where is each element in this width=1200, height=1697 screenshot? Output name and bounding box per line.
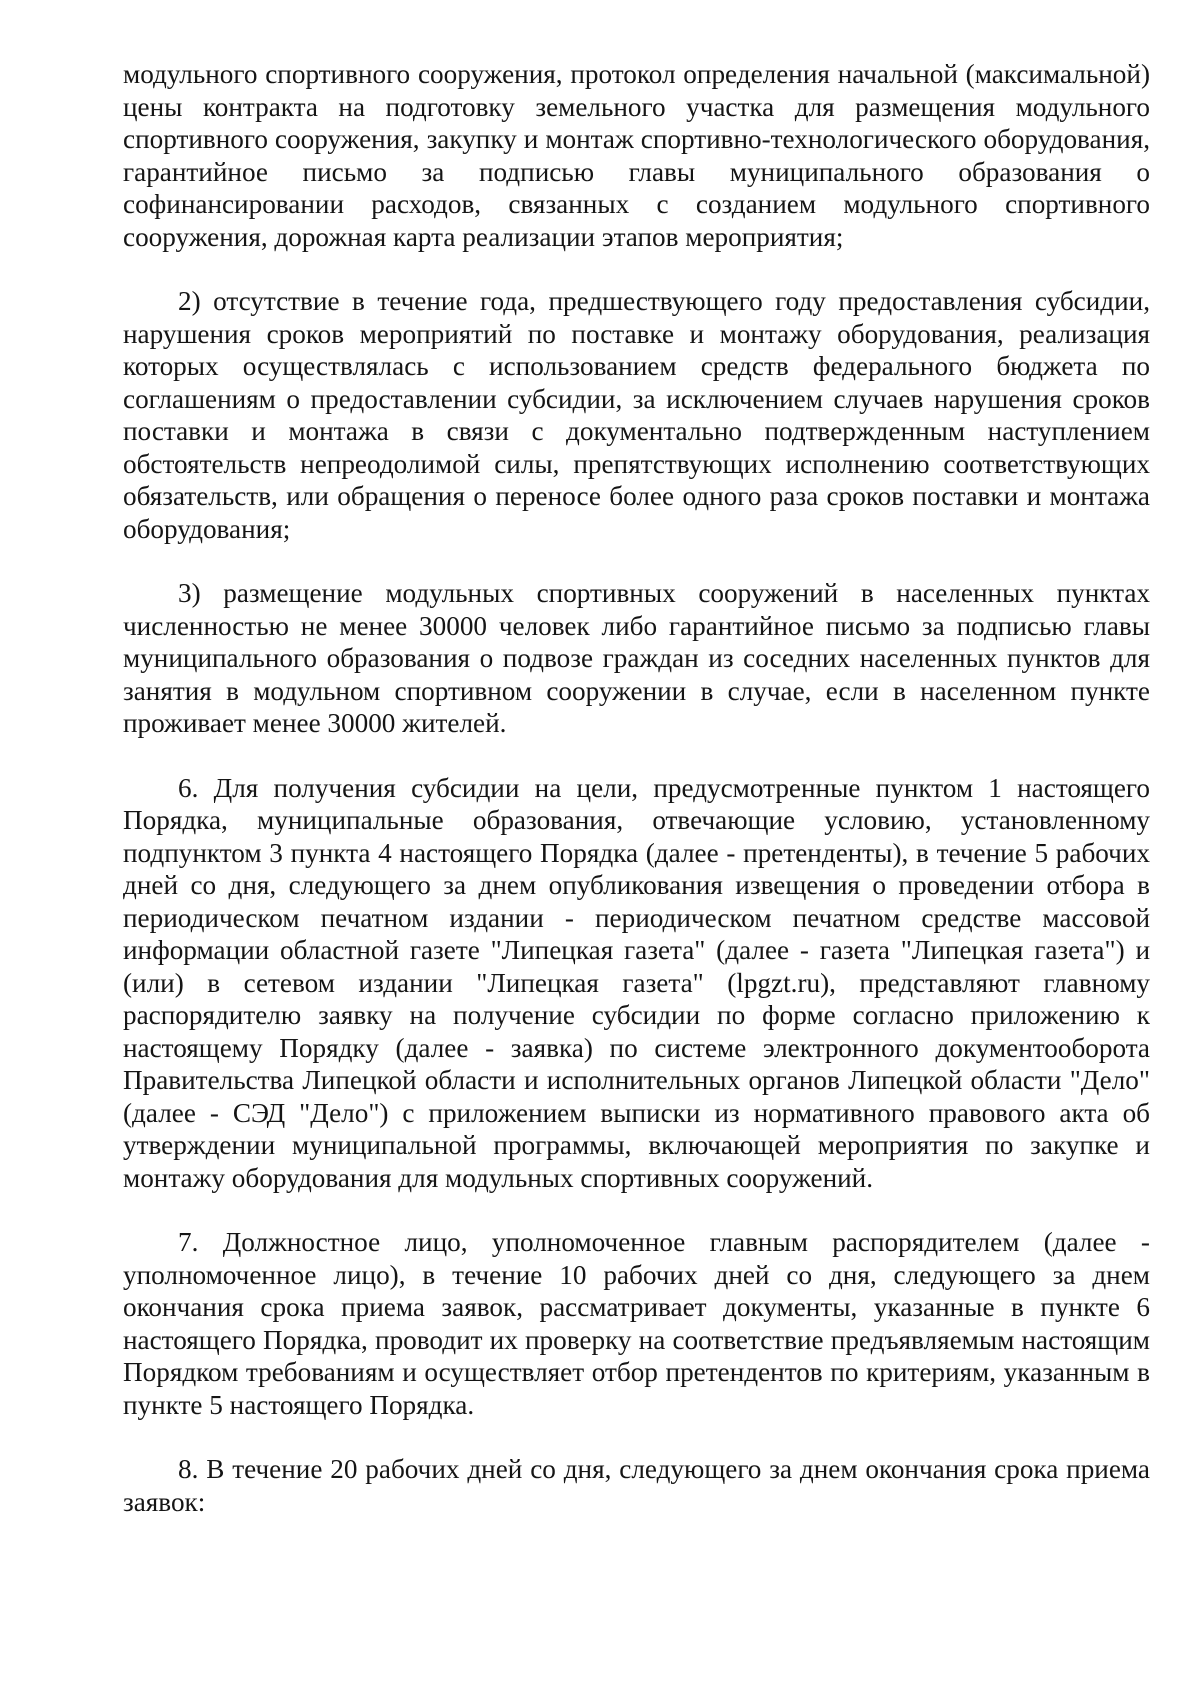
paragraph-gap — [123, 740, 1150, 772]
paragraph-item-2: 2) отсутствие в течение года, предшествующего году предоставления субсидии, нарушения сроков мероприятий по поставке и монтажу оборудования, реализация которых осуществлялась с использованием средств федерального бюджета по соглашениям о предоставлении субсидии, за исключением случаев нарушения сроков поставки и монтажа в связи с документально подтвержденным наступлением обстоятельств непреодолимой силы, препятствующих исполнению соответствующих обязательств, или обращения о переносе более одного раза сроков поставки и монтажа оборудования; — [123, 286, 1150, 544]
paragraph-gap — [123, 253, 1150, 285]
paragraph-gap — [123, 545, 1150, 577]
paragraph-item-3: 3) размещение модульных спортивных сооружений в населенных пунктах численностью не менее 30000 человек либо гарантийное письмо за подписью главы муниципального образования о подвозе граждан из соседних населенных пунктов для занятия в модульном спортивном сооружении в случае, если в населенном пункте проживает менее 30000 жителей. — [123, 578, 1150, 738]
document-body — [123, 58, 1150, 1518]
paragraph-clause-8: 8. В течение 20 рабочих дней со дня, следующего за днем окончания срока приема заявок: — [123, 1454, 1150, 1517]
paragraph-clause-6: 6. Для получения субсидии на цели, предусмотренные пунктом 1 настоящего Порядка, муниципальные образования, отвечающие условию, установленному подпунктом 3 пункта 4 настоящего Порядка (далее - претенденты), в течение 5 рабочих дней со дня, следующего за днем опубликования извещения о проведении отбора в периодическом печатном издании - периодическом печатном средстве массовой информации областной газете "Липецкая газета" (далее - газета "Липецкая газета") и (или) в сетевом издании "Липецкая газета" (lpgzt.ru), представляют главному распорядителю заявку на получение субсидии по форме согласно приложению к настоящему Порядку (далее - заявка) по системе электронного документооборота Правительства Липецкой области и исполнительных органов Липецкой области "Дело" (далее - СЭД "Дело") с приложением выписки из нормативного правового акта об утверждении муниципальной программы, включающей мероприятия по закупке и монтажу оборудования для модульных спортивных сооружений. — [123, 772, 1150, 1193]
paragraph-gap — [123, 1194, 1150, 1226]
paragraph-gap — [123, 1421, 1150, 1453]
paragraph-continuation: модульного спортивного сооружения, протокол определения начальной (максимальной) цены контракта на подготовку земельного участка для размещения модульного спортивного сооружения, закупку и монтаж спортивно-технологического оборудования, гарантийное письмо за подписью главы муниципального образования о софинансировании расходов, связанных с созданием модульного спортивного сооружения, дорожная карта реализации этапов мероприятия; — [123, 59, 1150, 252]
paragraph-clause-7: 7. Должностное лицо, уполномоченное главным распорядителем (далее - уполномоченное лицо), в течение 10 рабочих дней со дня, следующего за днем окончания срока приема заявок, рассматривает документы, указанные в пункте 6 настоящего Порядка, проводит их проверку на соответствие предъявляемым настоящим Порядком требованиям и осуществляет отбор претендентов по критериям, указанным в пункте 5 настоящего Порядка. — [123, 1227, 1150, 1420]
